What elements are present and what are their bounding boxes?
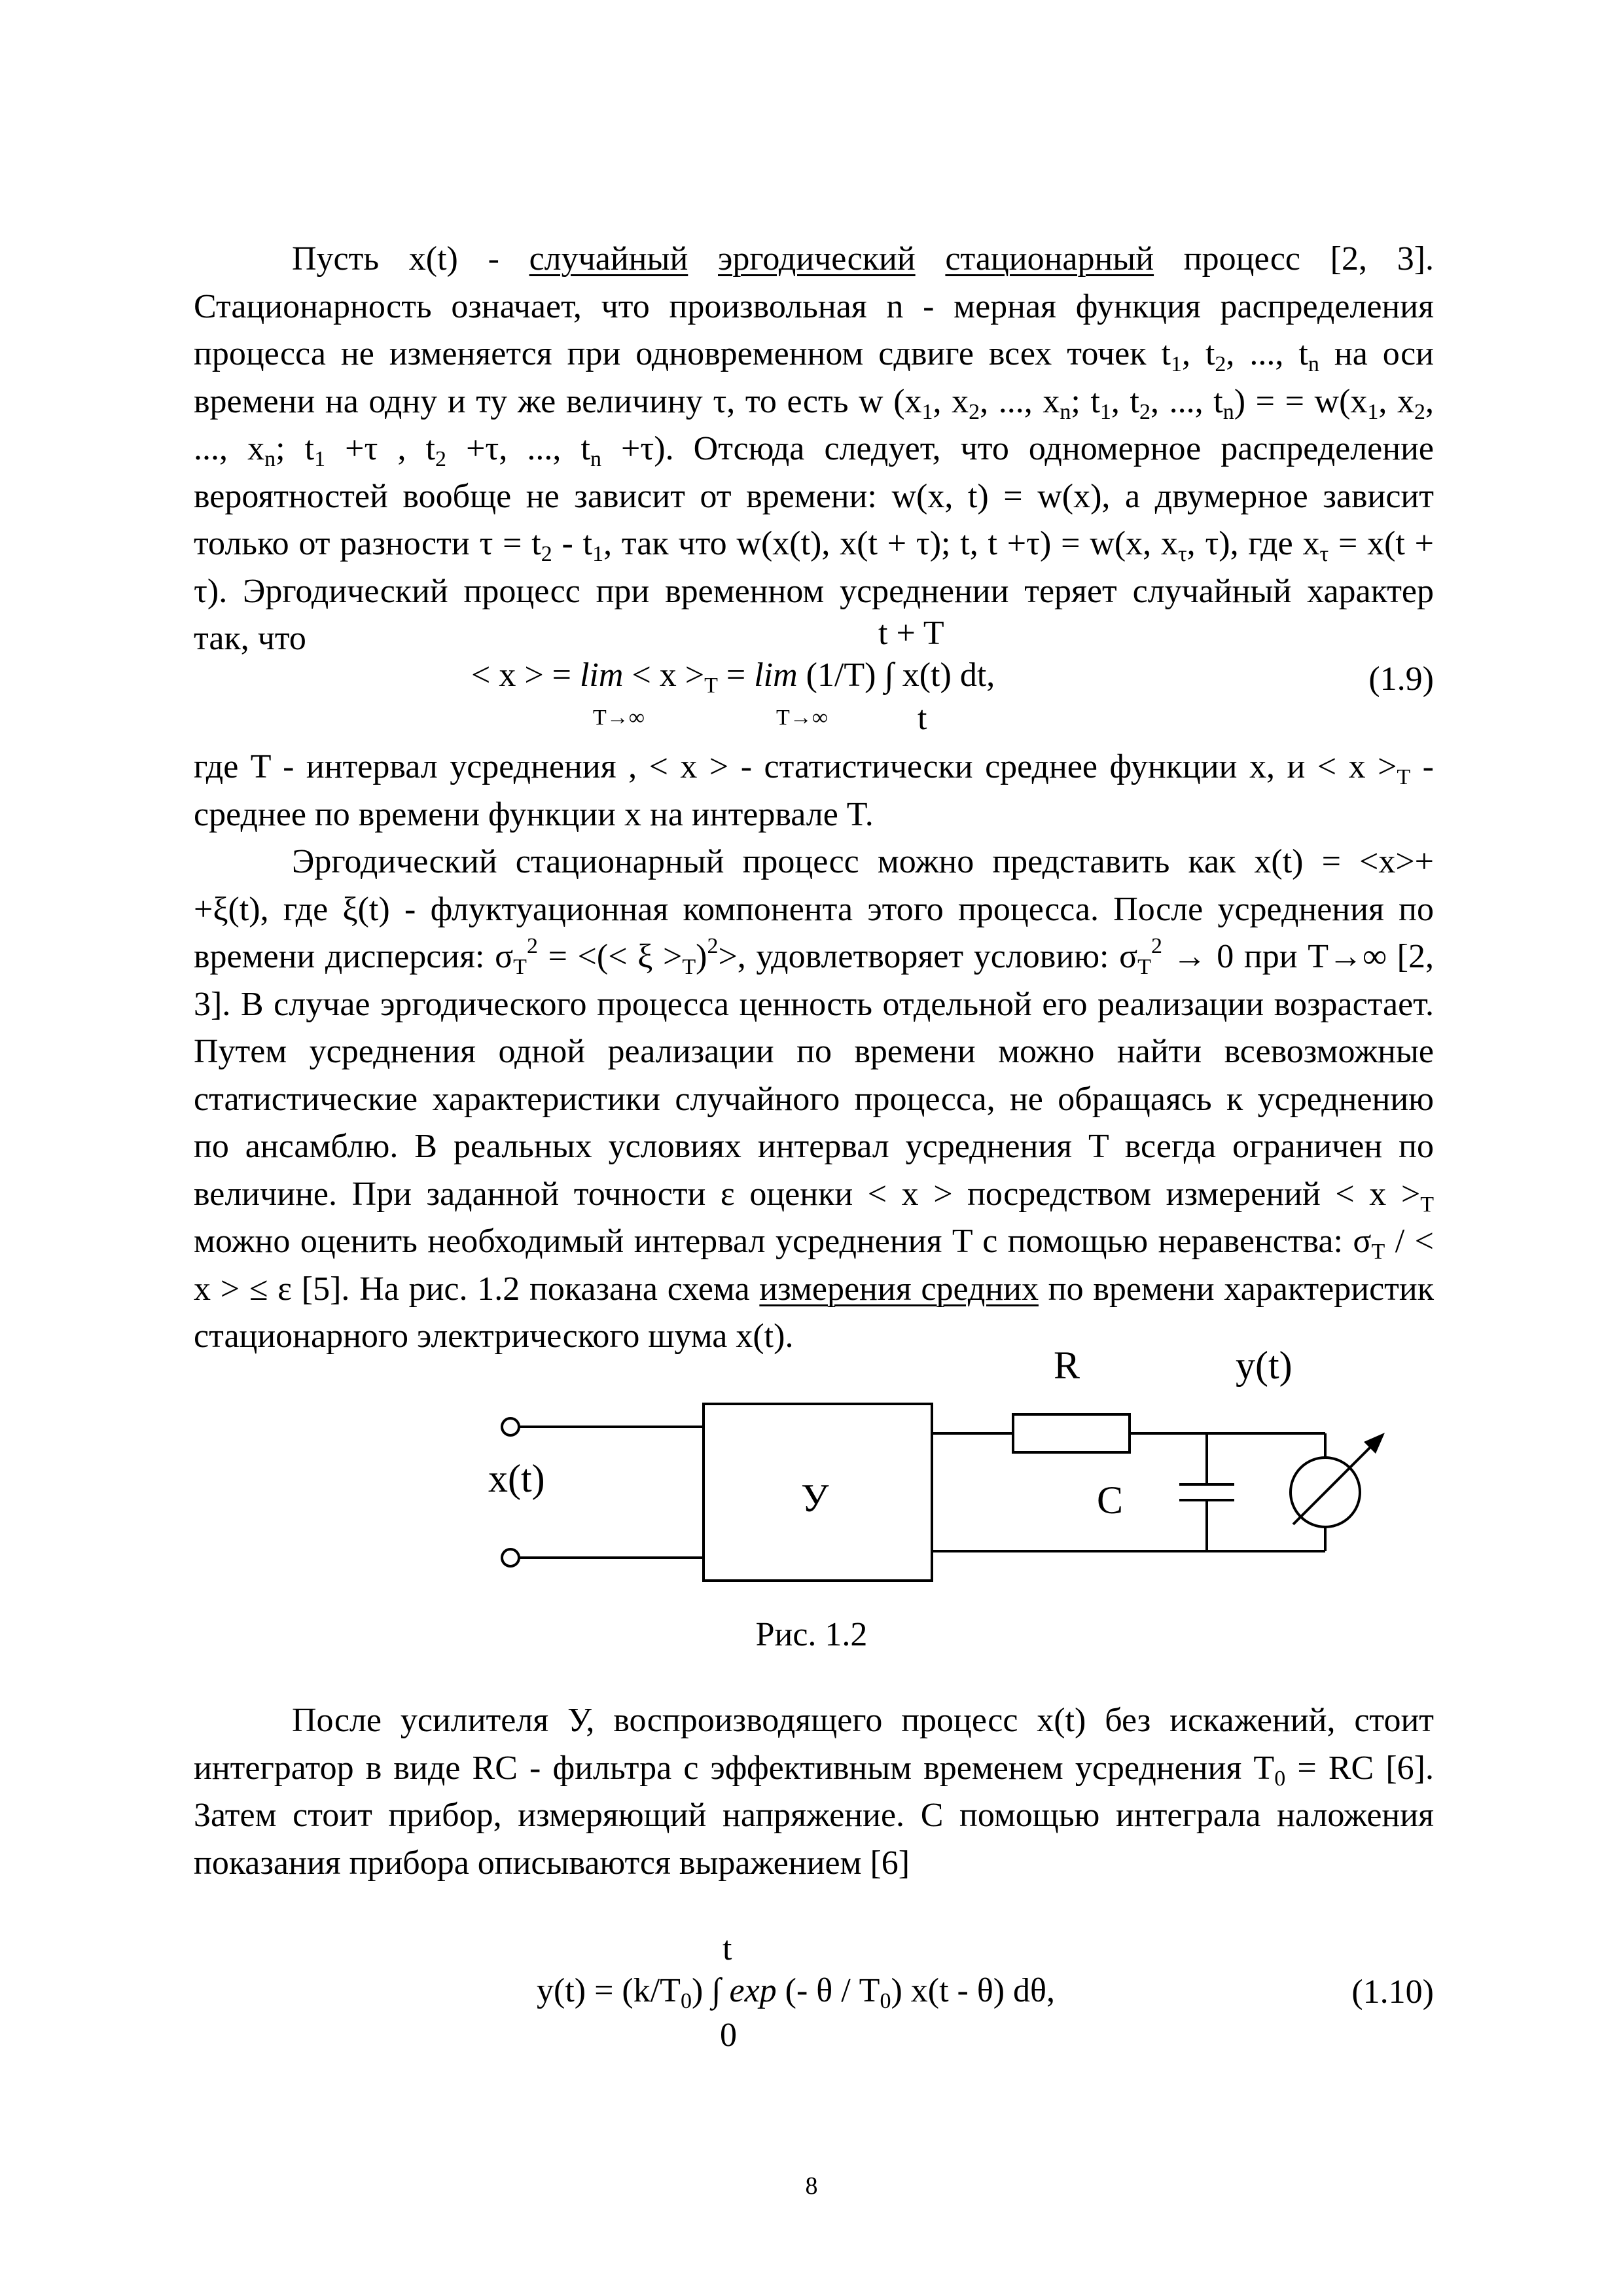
input-terminal-bottom — [502, 1549, 519, 1566]
page-number: 8 — [805, 2172, 818, 2200]
underlined-term: случайный — [529, 240, 688, 278]
limit-subscript: T→∞ — [776, 706, 829, 730]
integral-lower-limit: 0 — [720, 2017, 737, 2054]
label-x-t: x(t) — [488, 1457, 545, 1500]
integral-lower-limit: t — [918, 700, 927, 737]
label-amplifier: У — [801, 1477, 829, 1520]
formula-1-10-main: $y(t) = (k/T_0)$ ∫ exp (- θ / $T_0$) x(t - θ) dθ, — [537, 1972, 1055, 2013]
paragraph-2: где T - интервал усреднения , < x > - статистически среднее функции x, $и < x >_T$ - среднее по времени функции x на интервале T. — [194, 748, 1434, 833]
equation-number: (1.9) — [1368, 660, 1434, 698]
equation-number: (1.10) — [1351, 1973, 1434, 2011]
paragraph-1: Пусть x(t) - случайный эргодический стационарный процесс [2, 3]. Стационарность означает, что произвольная n - мерная функция распределения процесса не изменяется при одновременном сдвиге всех точек $t_1$, $t_2$, ..., $t_n$ на оси времени на одну и ту же величину τ, то есть w ($x_1$, $x_2$, ..., $x_n$; $t_1$, $t_2$, ..., $t_n$) = = $w(x_1$, $x_2$, ..., $x_n$; $t_1 +\tau$ , $t_2 +\tau$, ..., $t_n +\tau$). Отсюда следует, что одномерное распределение вероятностей вообще не зависит от времени: w(x, t) = w(x), а двумерное зависит только от разности $\tau = t_2 - t_1$, так что w(x(t), x(t + τ); t, t +τ) = w(x, $x_\tau$, τ), где $x_\tau = x(t + \tau)$. Эргодический процесс при временном усреднении теряет случайный характер так, что — [194, 240, 1435, 657]
input-terminal-top — [502, 1418, 519, 1435]
underlined-term: стационарный — [945, 240, 1154, 278]
figure-caption: Рис. 1.2 — [755, 1616, 868, 1653]
underlined-term: измерения средних — [759, 1270, 1039, 1308]
integral-upper-limit: t — [722, 1930, 732, 1967]
formula-1-9-main: < x > = $\lim < x >_T = \lim (1/T)$ ∫ x(t) dt, — [471, 656, 995, 698]
formula-1-10 — [194, 1929, 1434, 2067]
limit-subscript: T→∞ — [593, 706, 645, 730]
label-R: R — [1054, 1344, 1080, 1387]
paragraph-3: Эргодический стационарный процесс можно представить как x(t) = <x>+ +ξ(t), где ξ(t) - флуктуационная компонента этого процесса. После усреднения по времени дисперсия: $\sigma_T^2$ = <(< $\xi >_T)^2>$, удовлетворяет условию: $\sigma_T^2 \to 0$ при T→∞ [2, 3]. В случае эргодического процесса ценность отдельной его реализации возрастает. Путем усреднения одной реализации по времени можно найти всевозможные статистические характеристики случайного процесса, не обращаясь к усреднению по ансамблю. В реальных условиях интервал усреднения T всегда ограничен по величине. При заданной точности ε оценки < x > посредством измерений < $x >_T$ можно оценить необходимый интервал усреднения T с помощью неравенства: $\sigma_T$ / < x > ≤ ε [5]. На рис. 1.2 показана схема измерения средних по времени характеристик стационарного электрического шума x(t). — [194, 843, 1434, 1355]
label-y-t: y(t) — [1236, 1344, 1293, 1387]
resistor — [1013, 1414, 1130, 1452]
label-C: C — [1097, 1479, 1124, 1522]
paragraph-4: После усилителя У, воспроизводящего процесс x(t) без искажений, стоит интегратор в виде RC - фильтра с эффективным временем усреднения $T_0$ = RC [6]. Затем стоит прибор, измеряющий напряжение. С помощью интеграла наложения показания прибора описываются выражением [6] — [194, 1702, 1434, 1882]
integral-upper-limit: t + T — [878, 615, 944, 652]
voltmeter-needle — [1293, 1442, 1376, 1524]
underlined-term: эргодический — [718, 240, 916, 278]
